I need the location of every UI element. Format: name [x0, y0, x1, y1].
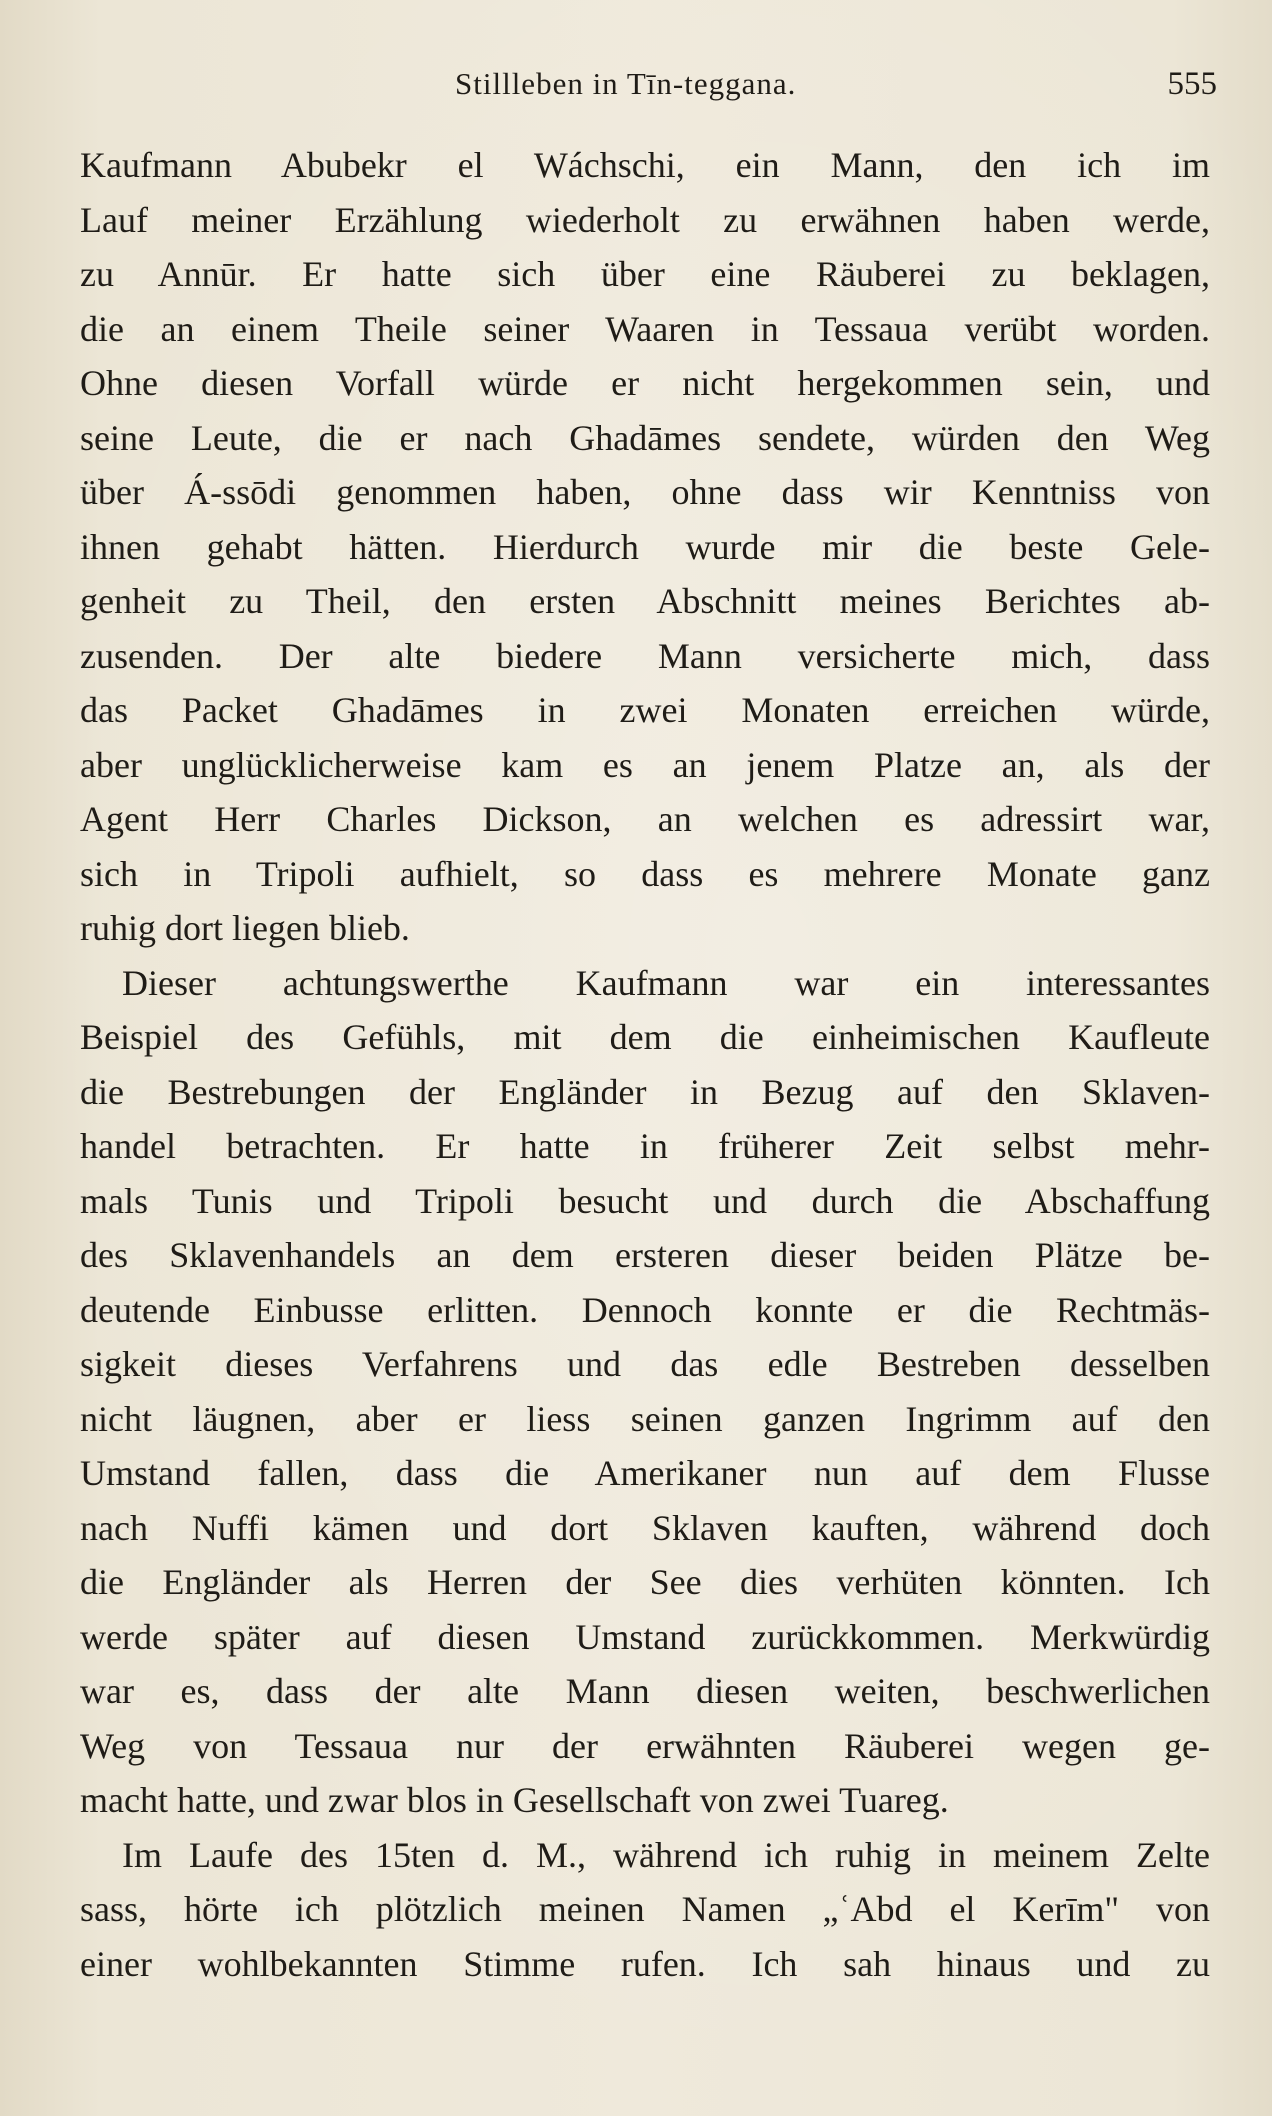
text-line: Umstand fallen, dass die Amerikaner nun auf dem Flusse [80, 1453, 1210, 1493]
paragraph-1 [80, 138, 1210, 956]
text-line: ihnen gehabt hätten. Hierdurch wurde mir die beste Gele- [80, 526, 1210, 567]
running-head [0, 66, 1272, 110]
text-line: zusenden. Der alte biedere Mann versicherte mich, dass [80, 635, 1210, 676]
text-line: nach Nuffi kämen und dort Sklaven kauften, während doch [80, 1507, 1210, 1548]
text-line: handel betrachten. Er hatte in früherer Zeit selbst mehr- [80, 1126, 1210, 1166]
text-line: die Engländer als Herren der See dies verhüten könnten. Ich [80, 1562, 1210, 1602]
text-line: zu Annūr. Er hatte sich über eine Räuberei zu beklagen, [80, 254, 1210, 294]
text-line: werde später auf diesen Umstand zurückkommen. Merkwürdig [80, 1616, 1210, 1657]
text-line: genheit zu Theil, den ersten Abschnitt meines Berichtes ab- [80, 581, 1210, 621]
text-line: Dieser achtungswerthe Kaufmann war ein interessantes [122, 962, 1210, 1003]
text-line: das Packet Ghadāmes in zwei Monaten erreichen würde, [80, 690, 1210, 730]
text-line: die Bestrebungen der Engländer in Bezug auf den Sklaven- [80, 1071, 1210, 1112]
text-line: Lauf meiner Erzählung wiederholt zu erwähnen haben werde, [80, 199, 1210, 240]
text-line: Agent Herr Charles Dickson, an welchen es adressirt war, [80, 799, 1210, 839]
text-line: war es, dass der alte Mann diesen weiten, beschwerlichen [80, 1671, 1210, 1711]
text-line: sich in Tripoli aufhielt, so dass es mehrere Monate ganz [80, 853, 1210, 894]
paragraph-2 [80, 956, 1210, 1828]
running-title: Stillleben in Tīn-teggana. [455, 66, 797, 101]
text-line: Kaufmann Abubekr el Wáchschi, ein Mann, den ich im [80, 145, 1210, 185]
text-line: die an einem Theile seiner Waaren in Tessaua verübt worden. [80, 308, 1210, 349]
text-line: sigkeit dieses Verfahrens und das edle Bestreben desselben [80, 1344, 1210, 1384]
text-line: aber unglücklicherweise kam es an jenem Platze an, als der [80, 744, 1210, 785]
text-line: über Á-ssōdi genommen haben, ohne dass wir Kenntniss von [80, 472, 1210, 512]
text-line: des Sklavenhandels an dem ersteren dieser beiden Plätze be- [80, 1235, 1210, 1275]
body-text [80, 138, 1210, 1991]
text-line: Im Laufe des 15ten d. M., während ich ruhig in meinem Zelte [122, 1834, 1210, 1875]
text-line: Weg von Tessaua nur der erwähnten Räuberei wegen ge- [80, 1725, 1210, 1766]
text-line: sass, hörte ich plötzlich meinen Namen „ʿAbd el Kerīm" von [80, 1889, 1210, 1929]
text-line: mals Tunis und Tripoli besucht und durch die Abschaffung [80, 1180, 1210, 1221]
paragraph-3 [80, 1828, 1210, 1992]
text-line: deutende Einbusse erlitten. Dennoch konnte er die Rechtmäs- [80, 1289, 1210, 1330]
text-line: nicht läugnen, aber er liess seinen ganzen Ingrimm auf den [80, 1398, 1210, 1439]
text-line: seine Leute, die er nach Ghadāmes sendete, würden den Weg [80, 417, 1210, 458]
text-line: einer wohlbekannten Stimme rufen. Ich sah hinaus und zu [80, 1943, 1210, 1984]
text-line: Beispiel des Gefühls, mit dem die einheimischen Kaufleute [80, 1017, 1210, 1057]
text-line: macht hatte, und zwar blos in Gesellschaft von zwei Tuareg. [80, 1780, 949, 1820]
page-number: 555 [1167, 66, 1217, 102]
text-line: ruhig dort liegen blieb. [80, 908, 410, 948]
text-line: Ohne diesen Vorfall würde er nicht hergekommen sein, und [80, 363, 1210, 403]
